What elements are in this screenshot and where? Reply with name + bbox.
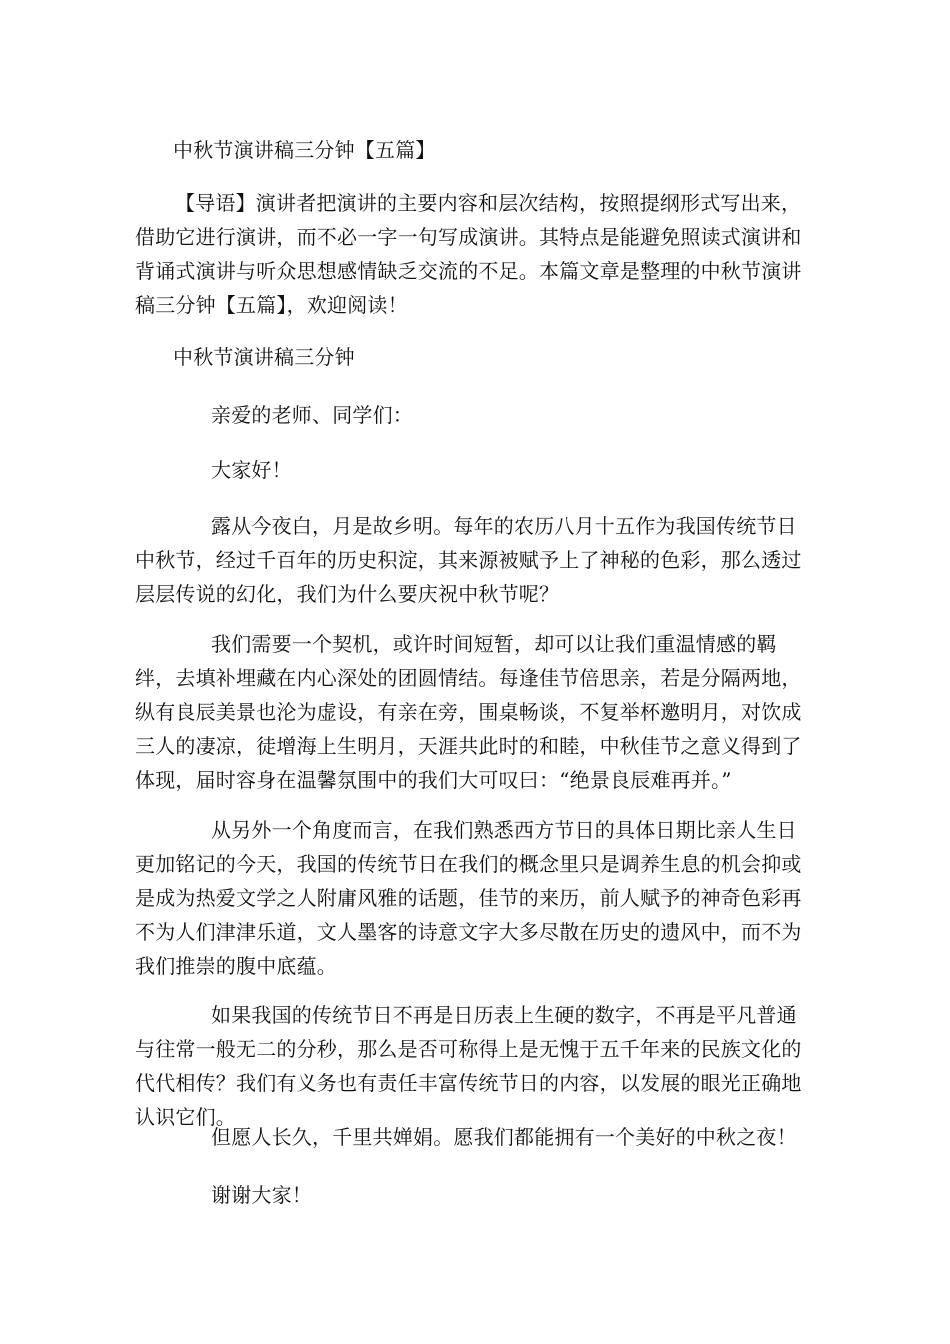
document-title: 中秋节演讲稿三分钟【五篇】 [173, 138, 436, 162]
body-paragraph-1: 露从今夜白，月是故乡明。每年的农历八月十五作为我国传统节日中秋节，经过千百年的历史积淀，其来源被赋予上了神秘的色彩，那么透过层层传说的幻化，我们为什么要庆祝中秋节呢？ [135, 514, 802, 606]
greeting-line: 亲爱的老师、同学们： [211, 403, 413, 427]
section-title: 中秋节演讲稿三分钟 [173, 345, 355, 369]
hello-line: 大家好！ [211, 458, 292, 482]
intro-paragraph: 【导语】演讲者把演讲的主要内容和层次结构，按照提纲形式写出来，借助它进行演讲，而不必一字一句写成演讲。其特点是能避免照读式演讲和背诵式演讲与听众思想感情缺乏交流的不足。本篇文章是整理的中秋节演讲稿三分钟【五篇】，欢迎阅读！ [135, 191, 802, 317]
body-paragraph-4: 如果我国的传统节日不再是日历表上生硬的数字，不再是平凡普通与往常一般无二的分秒，那么是否可称得上是无愧于五千年来的民族文化的代代相传？我们有义务也有责任丰富传统节日的内容，以发展的眼光正确地认识它们。 [135, 1003, 802, 1129]
body-paragraph-5: 但愿人长久，千里共婵娟。愿我们都能拥有一个美好的中秋之夜！ [211, 1125, 797, 1149]
closing-line: 谢谢大家！ [211, 1183, 312, 1207]
body-paragraph-3: 从另外一个角度而言，在我们熟悉西方节日的具体日期比亲人生日更加铭记的今天，我国的传统节日在我们的概念里只是调养生息的机会抑或是成为热爱文学之人附庸风雅的话题，佳节的来历，前人赋予的神奇色彩再不为人们津津乐道，文人墨客的诗意文字大多尽散在历史的遗风中，而不为我们推崇的腹中底蕴。 [135, 818, 802, 978]
body-paragraph-2: 我们需要一个契机，或许时间短暂，却可以让我们重温情感的羁绊，去填补埋藏在内心深处的团圆情结。每逢佳节倍思亲，若是分隔两地，纵有良辰美景也沦为虚设，有亲在旁，围桌畅谈，不复举杯邀明月，对饮成三人的凄凉，徒增海上生明月，天涯共此时的和睦，中秋佳节之意义得到了体现，届时容身在温馨氛围中的我们大可叹曰：“绝景良辰难再并。” [135, 632, 802, 792]
